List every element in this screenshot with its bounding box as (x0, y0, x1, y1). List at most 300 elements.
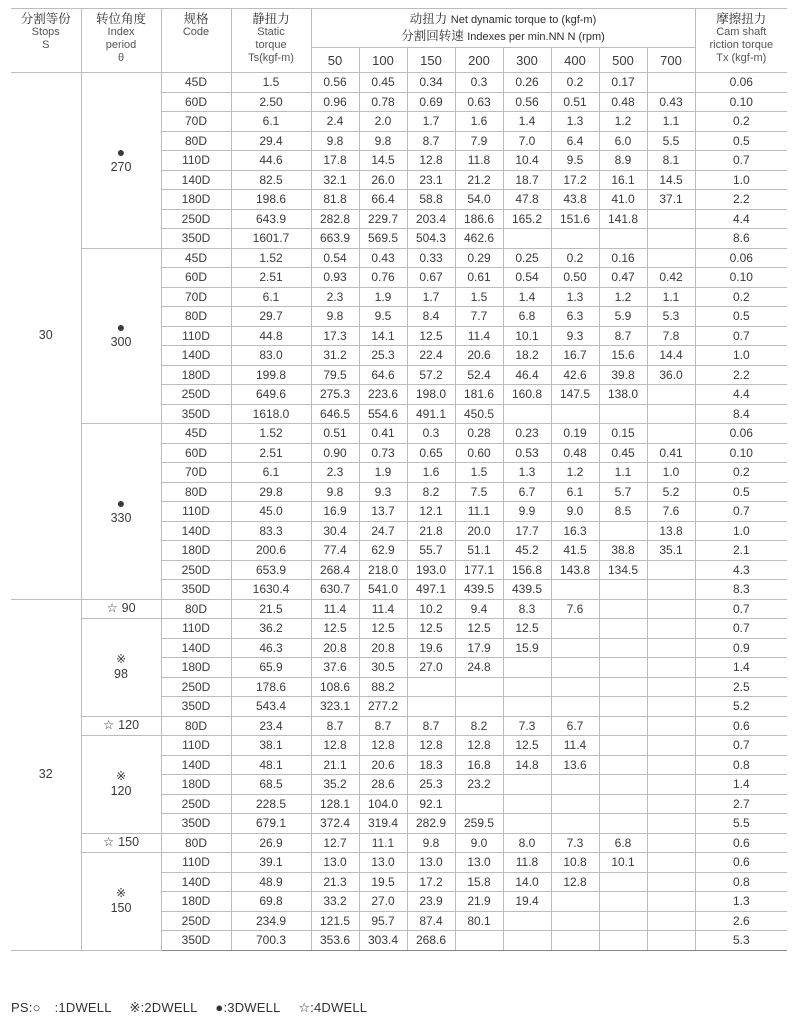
static-cell: 200.6 (231, 541, 311, 561)
header-dynamic-line (312, 13, 695, 27)
n100-cell: 64.6 (359, 365, 407, 385)
n500-cell (599, 658, 647, 678)
star-outline-icon: ☆ (106, 601, 118, 616)
n200-cell: 21.2 (455, 170, 503, 190)
n150-cell: 268.6 (407, 931, 455, 951)
friction-cell: 1.4 (695, 658, 787, 678)
static-cell: 38.1 (231, 736, 311, 756)
friction-cell: 1.0 (695, 346, 787, 366)
legend-1dwell-label: :1DWELL (54, 1000, 112, 1015)
n50-cell: 128.1 (311, 794, 359, 814)
n700-cell: 14.5 (647, 170, 695, 190)
static-cell: 679.1 (231, 814, 311, 834)
n50-cell: 17.8 (311, 151, 359, 171)
n100-cell: 229.7 (359, 209, 407, 229)
n400-cell (551, 677, 599, 697)
reference-mark-icon: ※ (115, 651, 127, 666)
n500-cell (599, 736, 647, 756)
n300-cell: 160.8 (503, 385, 551, 405)
table-row (11, 716, 787, 736)
header-speed-300: 300 (503, 48, 551, 73)
legend-prefix: PS: (11, 1000, 33, 1015)
friction-cell: 0.10 (695, 268, 787, 288)
code-cell: 250D (161, 385, 231, 405)
static-cell: 26.9 (231, 833, 311, 853)
n150-cell: 282.9 (407, 814, 455, 834)
n300-cell: 14.8 (503, 755, 551, 775)
n700-cell (647, 73, 695, 93)
static-cell: 83.3 (231, 521, 311, 541)
n150-cell: 13.0 (407, 853, 455, 873)
n50-cell: 275.3 (311, 385, 359, 405)
n500-cell (599, 229, 647, 249)
n150-cell: 58.8 (407, 190, 455, 210)
n700-cell (647, 853, 695, 873)
header-code-cn: 规格 (183, 12, 209, 26)
n200-cell: 16.8 (455, 755, 503, 775)
header-speed-400: 400 (551, 48, 599, 73)
n150-cell: 25.3 (407, 775, 455, 795)
friction-cell: 1.4 (695, 775, 787, 795)
n400-cell: 0.19 (551, 424, 599, 444)
static-cell: 29.4 (231, 131, 311, 151)
n50-cell: 81.8 (311, 190, 359, 210)
n200-cell: 8.2 (455, 716, 503, 736)
code-cell: 350D (161, 697, 231, 717)
n400-cell: 16.3 (551, 521, 599, 541)
n300-cell: 8.0 (503, 833, 551, 853)
header-friction-en: Cam shaft (716, 26, 767, 38)
n300-cell: 14.0 (503, 872, 551, 892)
n150-cell: 17.2 (407, 872, 455, 892)
star-outline-icon: ☆ (102, 835, 115, 850)
n200-cell: 51.1 (455, 541, 503, 561)
n400-cell: 1.3 (551, 287, 599, 307)
n150-cell: 12.5 (407, 619, 455, 639)
n700-cell (647, 404, 695, 424)
n400-cell: 1.2 (551, 463, 599, 483)
n700-cell (647, 580, 695, 600)
n150-cell: 8.7 (407, 131, 455, 151)
stops-cell: 30 (11, 73, 81, 600)
n300-cell: 12.5 (503, 619, 551, 639)
n100-cell: 14.1 (359, 326, 407, 346)
n50-cell: 121.5 (311, 911, 359, 931)
n300-cell: 19.4 (503, 892, 551, 912)
n200-cell: 0.63 (455, 92, 503, 112)
n300-cell: 0.25 (503, 248, 551, 268)
n150-cell: 9.8 (407, 833, 455, 853)
header-speed-en: Indexes per min.NN N (rpm) (467, 31, 605, 43)
n100-cell: 1.9 (359, 287, 407, 307)
static-cell: 82.5 (231, 170, 311, 190)
n200-cell: 15.8 (455, 872, 503, 892)
friction-cell: 5.3 (695, 931, 787, 951)
code-cell: 250D (161, 911, 231, 931)
n500-cell (599, 697, 647, 717)
code-cell: 250D (161, 677, 231, 697)
table-row (11, 853, 787, 873)
n150-cell: 0.65 (407, 443, 455, 463)
n700-cell: 5.3 (647, 307, 695, 327)
static-cell: 29.8 (231, 482, 311, 502)
n500-cell: 0.48 (599, 92, 647, 112)
code-cell: 250D (161, 209, 231, 229)
static-cell: 45.0 (231, 502, 311, 522)
n400-cell: 43.8 (551, 190, 599, 210)
n700-cell: 0.41 (647, 443, 695, 463)
n100-cell: 1.9 (359, 463, 407, 483)
n50-cell: 20.8 (311, 638, 359, 658)
n50-cell: 12.5 (311, 619, 359, 639)
header-speed-cn: 分割回转速 (401, 29, 464, 43)
n300-cell: 0.53 (503, 443, 551, 463)
header-speed-line (312, 30, 695, 44)
static-cell: 2.51 (231, 443, 311, 463)
n700-cell (647, 229, 695, 249)
n100-cell: 62.9 (359, 541, 407, 561)
n150-cell: 22.4 (407, 346, 455, 366)
n500-cell (599, 677, 647, 697)
n300-cell: 7.0 (503, 131, 551, 151)
friction-cell: 0.9 (695, 638, 787, 658)
n50-cell: 11.4 (311, 599, 359, 619)
n50-cell: 663.9 (311, 229, 359, 249)
index-period-cell (81, 424, 161, 600)
n400-cell: 10.8 (551, 853, 599, 873)
code-cell: 110D (161, 151, 231, 171)
friction-cell: 8.6 (695, 229, 787, 249)
code-cell: 45D (161, 424, 231, 444)
index-angle: 150 (118, 835, 140, 850)
header-speed-50: 50 (311, 48, 359, 73)
n200-cell: 20.6 (455, 346, 503, 366)
n400-cell: 11.4 (551, 736, 599, 756)
n700-cell: 14.4 (647, 346, 695, 366)
n200-cell: 439.5 (455, 580, 503, 600)
n200-cell: 181.6 (455, 385, 503, 405)
friction-cell: 2.1 (695, 541, 787, 561)
n50-cell: 12.7 (311, 833, 359, 853)
n700-cell: 13.8 (647, 521, 695, 541)
circle-icon: ○ (32, 1000, 41, 1015)
n700-cell: 5.2 (647, 482, 695, 502)
n400-cell: 9.3 (551, 326, 599, 346)
filled-circle-icon: ● (116, 143, 126, 160)
static-cell: 36.2 (231, 619, 311, 639)
n150-cell: 193.0 (407, 560, 455, 580)
n500-cell: 39.8 (599, 365, 647, 385)
n100-cell: 30.5 (359, 658, 407, 678)
header-static-torque (231, 9, 311, 73)
n400-cell (551, 697, 599, 717)
n50-cell: 9.8 (311, 307, 359, 327)
n50-cell: 21.3 (311, 872, 359, 892)
n400-cell: 6.7 (551, 716, 599, 736)
n100-cell: 14.5 (359, 151, 407, 171)
n100-cell: 218.0 (359, 560, 407, 580)
n200-cell (455, 677, 503, 697)
n400-cell (551, 229, 599, 249)
n200-cell: 1.6 (455, 112, 503, 132)
n700-cell: 8.1 (647, 151, 695, 171)
static-cell: 1618.0 (231, 404, 311, 424)
n50-cell: 0.90 (311, 443, 359, 463)
header-friction-unit: Tx (kgf-m) (716, 52, 767, 64)
friction-cell: 0.7 (695, 326, 787, 346)
n700-cell (647, 599, 695, 619)
friction-cell: 4.4 (695, 385, 787, 405)
n50-cell: 2.3 (311, 463, 359, 483)
n50-cell: 30.4 (311, 521, 359, 541)
code-cell: 45D (161, 248, 231, 268)
n200-cell (455, 794, 503, 814)
n500-cell (599, 814, 647, 834)
stops-cell: 32 (11, 599, 81, 950)
n150-cell: 491.1 (407, 404, 455, 424)
n400-cell (551, 404, 599, 424)
n700-cell (647, 892, 695, 912)
n700-cell (647, 560, 695, 580)
n50-cell: 2.3 (311, 287, 359, 307)
n200-cell: 1.5 (455, 287, 503, 307)
n500-cell: 5.7 (599, 482, 647, 502)
code-cell: 180D (161, 541, 231, 561)
n100-cell: 0.45 (359, 73, 407, 93)
n500-cell: 10.1 (599, 853, 647, 873)
n100-cell: 11.1 (359, 833, 407, 853)
n100-cell: 24.7 (359, 521, 407, 541)
n150-cell: 27.0 (407, 658, 455, 678)
code-cell: 70D (161, 463, 231, 483)
n700-cell (647, 716, 695, 736)
filled-circle-icon: ● (215, 1000, 224, 1015)
n100-cell: 13.7 (359, 502, 407, 522)
n100-cell: 88.2 (359, 677, 407, 697)
index-angle: 330 (110, 510, 132, 525)
n150-cell: 198.0 (407, 385, 455, 405)
n50-cell: 33.2 (311, 892, 359, 912)
n400-cell: 7.6 (551, 599, 599, 619)
n400-cell (551, 580, 599, 600)
static-cell: 69.8 (231, 892, 311, 912)
n400-cell: 6.1 (551, 482, 599, 502)
n100-cell: 2.0 (359, 112, 407, 132)
header-speed-150: 150 (407, 48, 455, 73)
header-index-period (81, 9, 161, 73)
index-angle: 300 (110, 335, 132, 350)
n150-cell: 0.69 (407, 92, 455, 112)
n100-cell: 569.5 (359, 229, 407, 249)
n700-cell (647, 794, 695, 814)
code-cell: 110D (161, 326, 231, 346)
n150-cell: 23.9 (407, 892, 455, 912)
code-cell: 140D (161, 638, 231, 658)
friction-cell: 1.0 (695, 170, 787, 190)
n500-cell (599, 599, 647, 619)
header-stops-symbol: S (42, 39, 50, 51)
code-cell: 70D (161, 287, 231, 307)
legend-4dwell (298, 1000, 367, 1015)
n100-cell: 12.8 (359, 736, 407, 756)
n700-cell: 35.1 (647, 541, 695, 561)
n500-cell (599, 638, 647, 658)
friction-cell: 0.2 (695, 112, 787, 132)
friction-cell: 2.2 (695, 365, 787, 385)
n200-cell: 17.9 (455, 638, 503, 658)
n400-cell (551, 911, 599, 931)
n400-cell (551, 931, 599, 951)
n200-cell: 0.29 (455, 248, 503, 268)
n50-cell: 31.2 (311, 346, 359, 366)
n500-cell: 0.17 (599, 73, 647, 93)
n500-cell: 6.0 (599, 131, 647, 151)
index-angle: 98 (114, 666, 128, 681)
n400-cell: 42.6 (551, 365, 599, 385)
n300-cell: 6.8 (503, 307, 551, 327)
n500-cell (599, 911, 647, 931)
friction-cell: 4.3 (695, 560, 787, 580)
n500-cell: 0.45 (599, 443, 647, 463)
n400-cell: 147.5 (551, 385, 599, 405)
n100-cell: 277.2 (359, 697, 407, 717)
n100-cell: 25.3 (359, 346, 407, 366)
n50-cell: 17.3 (311, 326, 359, 346)
static-cell: 6.1 (231, 463, 311, 483)
n300-cell: 18.7 (503, 170, 551, 190)
n200-cell: 7.9 (455, 131, 503, 151)
n200-cell: 11.4 (455, 326, 503, 346)
friction-cell: 0.2 (695, 287, 787, 307)
n500-cell: 141.8 (599, 209, 647, 229)
code-cell: 180D (161, 892, 231, 912)
static-cell: 700.3 (231, 931, 311, 951)
static-cell: 234.9 (231, 911, 311, 931)
n400-cell (551, 775, 599, 795)
n200-cell: 450.5 (455, 404, 503, 424)
index-angle: 120 (118, 718, 140, 733)
static-cell: 65.9 (231, 658, 311, 678)
n300-cell: 0.56 (503, 92, 551, 112)
n400-cell: 7.3 (551, 833, 599, 853)
n100-cell: 8.7 (359, 716, 407, 736)
n400-cell: 17.2 (551, 170, 599, 190)
code-cell: 110D (161, 736, 231, 756)
code-cell: 250D (161, 794, 231, 814)
n200-cell: 11.1 (455, 502, 503, 522)
legend-3dwell (215, 1000, 280, 1015)
static-cell: 543.4 (231, 697, 311, 717)
n200-cell: 259.5 (455, 814, 503, 834)
n150-cell: 8.2 (407, 482, 455, 502)
n300-cell: 18.2 (503, 346, 551, 366)
friction-cell: 2.6 (695, 911, 787, 931)
n300-cell (503, 814, 551, 834)
code-cell: 250D (161, 560, 231, 580)
n50-cell: 0.51 (311, 424, 359, 444)
n100-cell: 26.0 (359, 170, 407, 190)
n200-cell: 52.4 (455, 365, 503, 385)
n200-cell: 11.8 (455, 151, 503, 171)
code-cell: 140D (161, 755, 231, 775)
n500-cell: 5.9 (599, 307, 647, 327)
index-period-cell (81, 736, 161, 834)
n300-cell: 11.8 (503, 853, 551, 873)
n300-cell: 1.3 (503, 463, 551, 483)
n300-cell: 1.4 (503, 112, 551, 132)
friction-cell: 0.7 (695, 502, 787, 522)
index-period-cell (81, 73, 161, 249)
n100-cell: 95.7 (359, 911, 407, 931)
n400-cell (551, 638, 599, 658)
header-speed-700: 700 (647, 48, 695, 73)
n150-cell: 0.3 (407, 424, 455, 444)
n300-cell: 9.9 (503, 502, 551, 522)
n300-cell: 7.3 (503, 716, 551, 736)
n500-cell (599, 794, 647, 814)
n150-cell: 504.3 (407, 229, 455, 249)
n150-cell: 12.5 (407, 326, 455, 346)
header-torque-en: torque (255, 39, 287, 51)
header-static-en: Static (257, 26, 285, 38)
reference-mark-icon: ※ (129, 1000, 141, 1015)
n100-cell: 27.0 (359, 892, 407, 912)
n200-cell: 186.6 (455, 209, 503, 229)
n700-cell (647, 697, 695, 717)
table-row (11, 619, 787, 639)
n200-cell: 80.1 (455, 911, 503, 931)
n500-cell: 1.2 (599, 112, 647, 132)
static-cell: 2.50 (231, 92, 311, 112)
n150-cell: 0.67 (407, 268, 455, 288)
code-cell: 140D (161, 170, 231, 190)
n150-cell: 55.7 (407, 541, 455, 561)
code-cell: 70D (161, 112, 231, 132)
n150-cell: 1.7 (407, 112, 455, 132)
code-cell: 350D (161, 229, 231, 249)
n150-cell: 8.7 (407, 716, 455, 736)
n300-cell: 165.2 (503, 209, 551, 229)
code-cell: 180D (161, 658, 231, 678)
n500-cell: 41.0 (599, 190, 647, 210)
n400-cell (551, 794, 599, 814)
n50-cell: 77.4 (311, 541, 359, 561)
static-cell: 1601.7 (231, 229, 311, 249)
friction-cell: 0.10 (695, 443, 787, 463)
n100-cell: 20.6 (359, 755, 407, 775)
n200-cell: 0.28 (455, 424, 503, 444)
n700-cell: 7.6 (647, 502, 695, 522)
n700-cell (647, 638, 695, 658)
n300-cell: 10.4 (503, 151, 551, 171)
friction-cell: 0.7 (695, 736, 787, 756)
n50-cell: 12.8 (311, 736, 359, 756)
friction-cell: 0.5 (695, 482, 787, 502)
code-cell: 350D (161, 814, 231, 834)
n700-cell: 5.5 (647, 131, 695, 151)
static-cell: 48.1 (231, 755, 311, 775)
friction-cell: 5.2 (695, 697, 787, 717)
n50-cell: 9.8 (311, 482, 359, 502)
friction-cell: 0.6 (695, 853, 787, 873)
n100-cell: 223.6 (359, 385, 407, 405)
n700-cell: 0.43 (647, 92, 695, 112)
n50-cell: 2.4 (311, 112, 359, 132)
code-cell: 350D (161, 404, 231, 424)
friction-cell: 0.8 (695, 872, 787, 892)
friction-cell: 5.5 (695, 814, 787, 834)
n700-cell: 1.1 (647, 287, 695, 307)
